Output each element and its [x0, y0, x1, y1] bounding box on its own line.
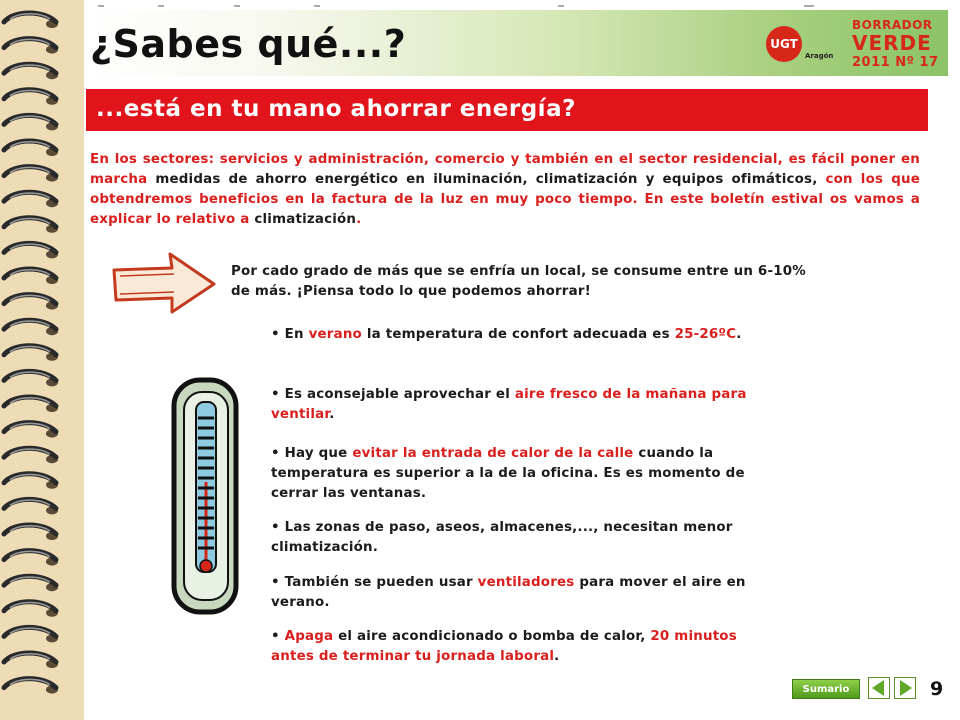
- notebook-ring: [4, 64, 58, 79]
- arrow-right-icon: [110, 248, 220, 320]
- bullet-highlight: 20 minutos antes de terminar tu jornada laboral: [271, 629, 737, 664]
- notebook-ring: [4, 192, 58, 207]
- list-item: • Las zonas de paso, aseos, almacenes,..., necesitan menor climatización.: [271, 520, 733, 555]
- notebook-ring: [4, 602, 58, 617]
- intro-part: En los sectores: servicios y administración, comercio y también en el sector residencial, es fácil poner en marcha: [90, 152, 920, 187]
- notebook-ring: [4, 423, 58, 438]
- notebook-ring: [4, 576, 58, 591]
- notebook-ring: [4, 320, 58, 335]
- bullet-text: Es aconsejable aprovechar el: [284, 387, 515, 402]
- badge-borrador: BORRADOR: [852, 18, 933, 32]
- badge-verde: VERDE: [852, 31, 932, 55]
- bullet-highlight: 25-26ºC: [674, 327, 737, 342]
- notebook-ring: [4, 13, 58, 28]
- intro-part: climatización: [249, 212, 357, 227]
- bullet-text: para mover el aire en verano.: [271, 575, 746, 610]
- notebook-ring: [4, 525, 58, 540]
- subtitle: ...está en tu mano ahorrar energía?: [96, 96, 576, 122]
- page-title: ¿Sabes qué...?: [90, 22, 407, 66]
- notebook-ring: [4, 627, 58, 642]
- bullet-text: .: [329, 407, 335, 422]
- notebook-ring: [4, 371, 58, 386]
- list-item: • Apaga el aire acondicionado o bomba de calor, 20 minutos antes de terminar tu jornada laboral.: [271, 629, 737, 664]
- notebook-ring: [4, 679, 58, 694]
- bullet-text: .: [554, 649, 560, 664]
- notebook-ring: [4, 346, 58, 361]
- bullet-highlight: aire fresco de la mañana para ventilar: [271, 387, 747, 422]
- list-item: • Es aconsejable aprovechar el aire fresco de la mañana para ventilar.: [271, 387, 747, 422]
- subtitle-banner: [86, 89, 928, 131]
- bullet-highlight: Apaga: [284, 629, 334, 644]
- bullet-highlight: ventiladores: [477, 575, 575, 590]
- intro-part: .: [356, 212, 362, 227]
- notebook-ring: [4, 243, 58, 258]
- bullet-highlight: evitar la entrada de calor de la calle: [352, 446, 634, 461]
- notebook-rings: [0, 0, 84, 720]
- svg-text:UGT: UGT: [770, 37, 798, 51]
- intro-part: con los que obtendremos beneficios en la factura de la luz en muy poco tiempo. En este boletín estival os vamos a explicar lo relativo a: [90, 172, 920, 227]
- notebook-ring: [4, 499, 58, 514]
- bullet-text: En: [284, 327, 309, 342]
- bullet-text: Hay que: [284, 446, 353, 461]
- notebook-ring: [4, 218, 58, 233]
- notebook-ring: [4, 551, 58, 566]
- triangle-left-icon: [869, 678, 889, 698]
- bullet-text: la temperatura de confort adecuada es: [361, 327, 675, 342]
- top-decoration: [84, 0, 960, 10]
- bullet-text: cuando la temperatura es superior a la de la oficina. Es es momento de cerrar las ventanas.: [271, 446, 745, 501]
- notebook-ring: [4, 269, 58, 284]
- notebook-ring: [4, 39, 58, 54]
- notebook-ring: [4, 115, 58, 130]
- notebook-ring: [4, 397, 58, 412]
- notebook-ring: [4, 474, 58, 489]
- list-item: • En verano la temperatura de confort adecuada es 25-26ºC.: [271, 327, 742, 342]
- logo-region: Aragón: [805, 52, 834, 60]
- notebook-ring: [4, 90, 58, 105]
- thermometer-icon: [168, 372, 244, 618]
- page-number: 9: [930, 678, 944, 700]
- sumario-button[interactable]: Sumario: [792, 679, 860, 699]
- notebook-ring: [4, 141, 58, 156]
- triangle-right-icon: [895, 678, 915, 698]
- prev-page-button[interactable]: [868, 677, 890, 699]
- badge-issue-number: 2011 Nº 17: [852, 55, 939, 70]
- notebook-ring: [4, 295, 58, 310]
- energy-fact: Por cado grado de más que se enfría un local, se consume entre un 6-10% de más. ¡Piensa todo lo que podemos ahorrar!: [231, 264, 806, 299]
- bullet-text: Las zonas de paso, aseos, almacenes,..., necesitan menor climatización.: [271, 520, 733, 555]
- notebook-ring: [4, 653, 58, 668]
- notebook-ring: [4, 167, 58, 182]
- notebook-ring: [4, 448, 58, 463]
- bullet-text: .: [736, 327, 742, 342]
- list-item: • También se pueden usar ventiladores para mover el aire en verano.: [271, 575, 746, 610]
- bullet-text: el aire acondicionado o bomba de calor,: [333, 629, 651, 644]
- next-page-button[interactable]: [894, 677, 916, 699]
- bullet-text: También se pueden usar: [284, 575, 478, 590]
- ugt-logo-icon: [764, 24, 804, 64]
- intro-part: medidas de ahorro energético en iluminación, climatización y equipos ofimáticos,: [147, 172, 818, 187]
- list-item: • Hay que evitar la entrada de calor de la calle cuando la temperatura es superior a la de la oficina. Es es momento de cerrar las ventanas.: [271, 446, 745, 501]
- intro-paragraph: [90, 150, 920, 230]
- bullet-highlight: verano: [308, 327, 362, 342]
